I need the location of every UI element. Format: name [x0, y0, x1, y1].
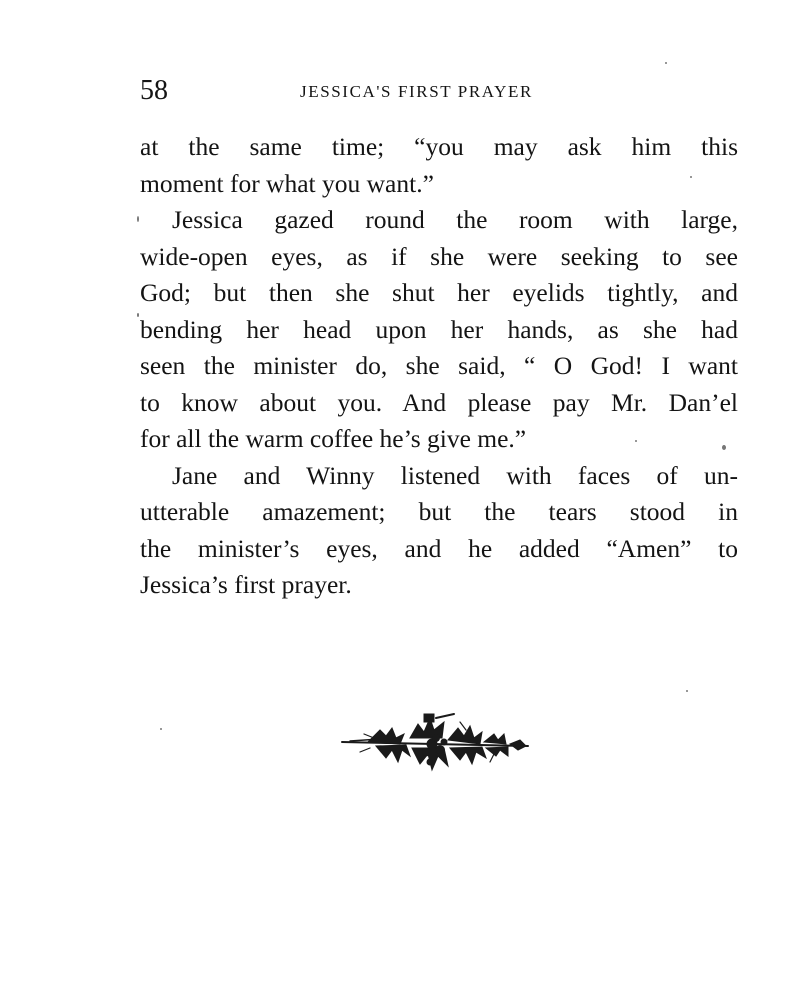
- paper-speck: [137, 216, 139, 222]
- text-line-10: Jane and Winny listened with faces of un-: [172, 460, 738, 490]
- text-line-1: at the same time; “you may ask him this: [140, 132, 738, 161]
- text-line-13: Jessica’s first prayer.: [140, 570, 352, 599]
- paper-speck: [160, 728, 162, 730]
- holly-sprig-icon: [340, 708, 530, 780]
- page-number: 58: [140, 75, 168, 106]
- text-line-12: the minister’s eyes, and he added “Amen” to: [140, 533, 738, 563]
- running-title: JESSICA'S FIRST PRAYER: [300, 82, 533, 101]
- text-line-3: Jessica gazed round the room with large,: [172, 205, 738, 234]
- text-line-2: moment for what you want.”: [140, 168, 434, 198]
- text-line-6: bending her head upon her hands, as she had: [140, 314, 738, 344]
- text-line-8: to know about you. And please pay Mr. Dan’el: [140, 387, 738, 417]
- paper-speck: [137, 313, 139, 317]
- paper-speck: [665, 62, 667, 64]
- paper-speck: [690, 176, 692, 178]
- text-line-4: wide-open eyes, as if she were seeking to see: [140, 241, 738, 271]
- running-head: [140, 76, 738, 106]
- text-line-7: seen the minister do, she said, “ O God! I want: [140, 351, 738, 380]
- paper-speck: [722, 445, 726, 450]
- text-line-11: utterable amazement; but the tears stood in: [140, 497, 738, 526]
- paper-speck: [635, 440, 637, 442]
- text-line-5: God; but then she shut her eyelids tightly, and: [140, 278, 738, 307]
- body-text: [140, 129, 738, 604]
- paper-speck: [686, 690, 688, 692]
- text-line-9: for all the warm coffee he’s give me.”: [140, 424, 527, 453]
